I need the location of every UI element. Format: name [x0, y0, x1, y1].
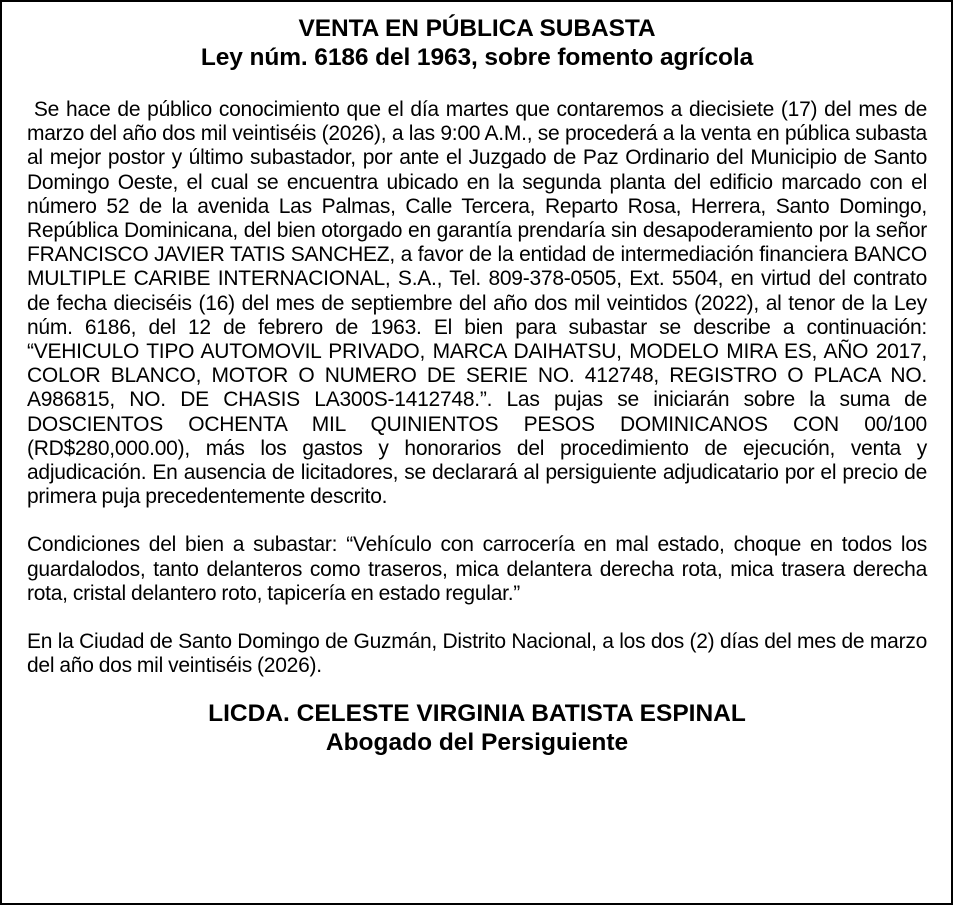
notice-title: VENTA EN PÚBLICA SUBASTA [298, 15, 656, 42]
signatory-role: Abogado del Persiguiente [325, 729, 629, 757]
date-place-paragraph: En la Ciudad de Santo Domingo de Guzmán, Distrito Nacional, a los dos (2) días del mes de marzo del año dos mil veintiséis (2026). [27, 630, 927, 678]
signature-block [27, 699, 927, 757]
auction-announcement-paragraph: Se hace de público conocimiento que el día martes que contaremos a diecisiete (17) del mes de marzo del año dos mil veintiséis (2026), a las 9:00 A.M., se procederá a la venta en pública subasta al mejor postor y último subastador, por ante el Juzgado de Paz Ordinario del Municipio de Santo Domingo Oeste, el cual se encuentra ubicado en la segunda planta del edificio marcado con el número 52 de la avenida Las Palmas, Calle Tercera, Reparto Rosa, Herrera, Santo Domingo, República Dominicana, del bien otorgado en garantía prendaría sin desapoderamiento por la señor FRANCISCO JAVIER TATIS SANCHEZ, a favor de la entidad de intermediación financiera BANCO MULTIPLE CARIBE INTERNACIONAL, S.A., Tel. 809-378-0505, Ext. 5504, en virtud del contrato de fecha dieciséis (16) del mes de septiembre del año dos mil veintidos (2022), al tenor de la Ley núm. 6186, del 12 de febrero de 1963. El bien para subastar se describe a continuación: “VEHICULO TIPO AUTOMOVIL PRIVADO, MARCA DAIHATSU, MODELO MIRA ES, AÑO 2017, COLOR BLANCO, MOTOR O NUMERO DE SERIE NO. 412748, REGISTRO O PLACA NO. A986815, NO. DE CHASIS LA300S-1412748.”. Las pujas se iniciarán sobre la suma de DOSCIENTOS OCHENTA MIL QUINIENTOS PESOS DOMINICANOS CON 00/100 (RD$280,000.00), más los gastos y honorarios del procedimiento de ejecución, venta y adjudicación. En ausencia de licitadores, se declarará al persiguiente adjudicatario por el precio de primera puja precedentemente descrito. [27, 98, 927, 509]
notice-header [27, 14, 927, 72]
notice-body [27, 98, 927, 678]
vehicle-conditions-paragraph: Condiciones del bien a subastar: “Vehículo con carrocería en mal estado, choque en todos los guardalodos, tanto delanteros como traseros, mica delantera derecha rota, mica trasera derecha rota, cristal delantero roto, tapicería en estado regular.” [27, 533, 927, 605]
signatory-name: LICDA. CELESTE VIRGINIA BATISTA ESPINAL [208, 700, 746, 728]
notice-subtitle: Ley núm. 6186 del 1963, sobre fomento agrícola [200, 44, 754, 71]
